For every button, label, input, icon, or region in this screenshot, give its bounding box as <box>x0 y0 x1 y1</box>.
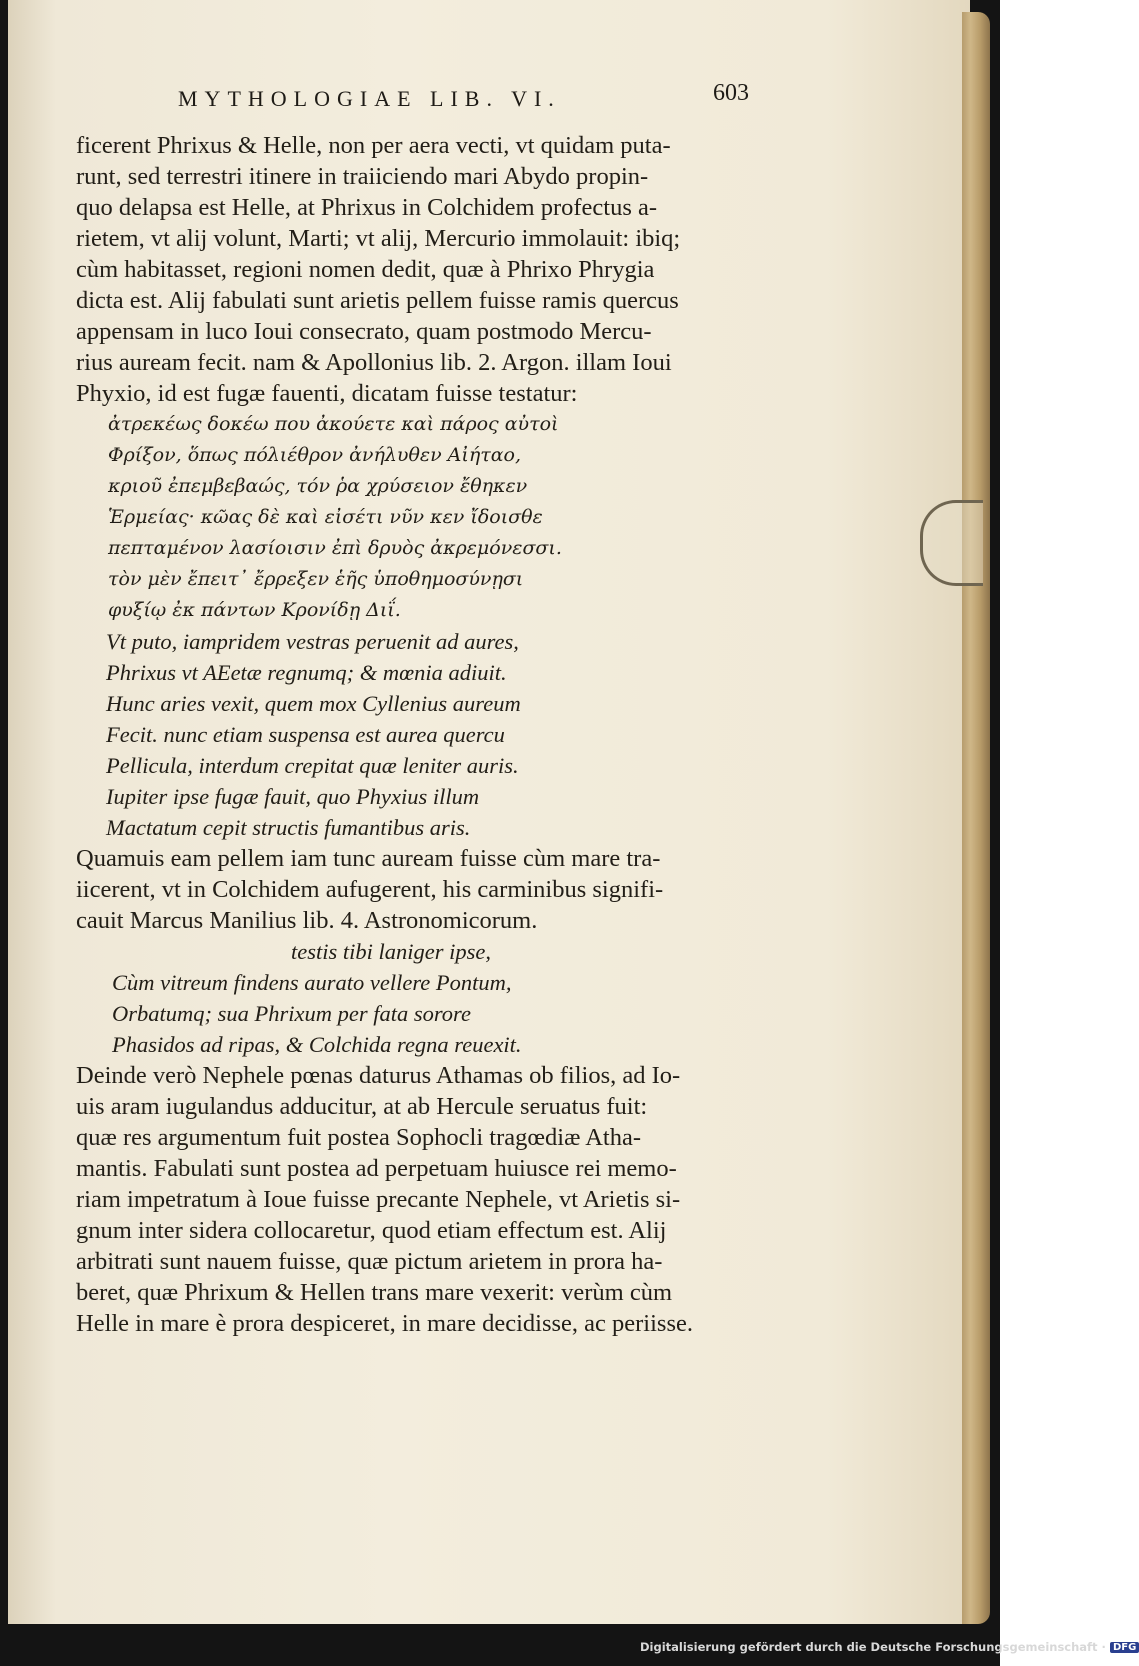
latin-verse-line: Vt puto, iampridem vestras peruenit ad aures, <box>106 629 519 654</box>
text-line: cauit Marcus Manilius lib. 4. Astronomicorum. <box>76 907 538 934</box>
text-line: Quamuis eam pellem iam tunc auream fuisse cùm mare tra- <box>76 845 661 872</box>
greek-verse-line: Ἑρμείας· κῶας δὲ καὶ εἰσέτι νῦν κεν ἴδοισθε <box>108 506 543 528</box>
credit-text: Digitalisierung gefördert durch die Deutsche Forschungsgemeinschaft · <box>640 1640 1106 1654</box>
text-line: cùm habitasset, regioni nomen dedit, quæ à Phrixo Phrygia <box>76 256 655 283</box>
text-line: quo delapsa est Helle, at Phrixus in Colchidem profectus a- <box>76 194 658 221</box>
greek-verse-line: τὸν μὲν ἔπειτ᾽ ἔρρεξεν ἑῆς ὑποθημοσύνῃσι <box>108 568 524 590</box>
text-line: runt, sed terrestri itinere in traiiciendo mari Abydo propin- <box>76 163 649 190</box>
running-head: MYTHOLOGIAE LIB. VI. <box>178 86 561 111</box>
text-line: rietem, vt alij volunt, Marti; vt alij, Mercurio immolauit: ibiq; <box>76 225 681 252</box>
text-line: gnum inter sidera collocaretur, quod etiam effectum est. Alij <box>76 1217 667 1244</box>
text-line: appensam in luco Ioui consecrato, quam postmodo Mercu- <box>76 318 652 345</box>
text-line: Deinde verò Nephele pœnas daturus Athamas ob filios, ad Io- <box>76 1062 681 1089</box>
page-number: 603 <box>713 80 749 106</box>
text-line: riam impetratum à Ioue fuisse precante Nephele, vt Arietis si- <box>76 1186 681 1213</box>
text-line: iicerent, vt in Colchidem aufugerent, his carminibus signifi- <box>76 876 664 903</box>
latin-verse-line: Fecit. nunc etiam suspensa est aurea quercu <box>106 722 505 747</box>
latin-verse-block <box>76 626 776 843</box>
text-line: ficerent Phrixus & Helle, non per aera vecti, vt quidam puta- <box>76 132 671 159</box>
page-tab-marker <box>920 500 983 586</box>
text-line: rius auream fecit. nam & Apollonius lib. 2. Argon. illam Ioui <box>76 349 672 376</box>
manilius-verse-block <box>76 936 776 1060</box>
prose-block-1 <box>76 130 776 409</box>
manilius-verse-line: testis tibi laniger ipse, <box>291 939 491 964</box>
dfg-logo: DFG <box>1110 1642 1139 1653</box>
text-line: quæ res argumentum fuit postea Sophocli tragœdiæ Atha- <box>76 1124 642 1151</box>
prose-block-3 <box>76 1060 776 1339</box>
latin-verse-line: Hunc aries vexit, quem mox Cyllenius aureum <box>106 691 521 716</box>
latin-verse-line: Pellicula, interdum crepitat quæ leniter auris. <box>106 753 519 778</box>
digitization-credit <box>640 1640 1137 1654</box>
text-line: Helle in mare è prora despiceret, in mare decidisse, ac periisse. <box>76 1310 693 1337</box>
greek-verse-line: φυξίῳ ἐκ πάντων Κρονίδῃ Διΐ. <box>108 599 401 621</box>
text-line: uis aram iugulandus adducitur, at ab Hercule seruatus fuit: <box>76 1093 648 1120</box>
greek-verse-line: ἀτρεκέως δοκέω που ἀκούετε καὶ πάρος αὐτοὶ <box>108 413 559 435</box>
text-line: beret, quæ Phrixum & Hellen trans mare vexerit: verùm cùm <box>76 1279 673 1306</box>
greek-verse-line: κριοῦ ἐπεμβεβαώς, τόν ῥα χρύσειον ἔθηκεν <box>108 475 528 497</box>
greek-verse-block <box>76 409 776 626</box>
manilius-verse-line: Cùm vitreum findens aurato vellere Pontum, <box>112 970 512 995</box>
text-line: arbitrati sunt nauem fuisse, quæ pictum arietem in prora ha- <box>76 1248 663 1275</box>
manilius-verse-line: Phasidos ad ripas, & Colchida regna reuexit. <box>112 1032 522 1057</box>
text-line: mantis. Fabulati sunt postea ad perpetuam huiusce rei memo- <box>76 1155 677 1182</box>
greek-verse-line: Φρίξον, ὅπως πόλιέθρον ἀνήλυθεν Αἰήταο, <box>108 444 522 466</box>
manilius-verse-line: Orbatumq; sua Phrixum per fata sorore <box>112 1001 471 1026</box>
latin-verse-line: Mactatum cepit structis fumantibus aris. <box>106 815 471 840</box>
text-line: dicta est. Alij fabulati sunt arietis pellem fuisse ramis quercus <box>76 287 679 314</box>
page-edge <box>962 12 990 1624</box>
book-page <box>8 0 970 1624</box>
page-text <box>76 130 776 1339</box>
greek-verse-line: πεπταμένον λασίοισιν ἐπὶ δρυὸς ἀκρεμόνεσσι. <box>108 537 562 559</box>
text-line: Phyxio, id est fugæ fauenti, dicatam fuisse testatur: <box>76 380 578 407</box>
latin-verse-line: Iupiter ipse fugæ fauit, quo Phyxius illum <box>106 784 480 809</box>
latin-verse-line: Phrixus vt AEetæ regnumq; & mœnia adiuit. <box>106 660 507 685</box>
prose-block-2 <box>76 843 776 936</box>
